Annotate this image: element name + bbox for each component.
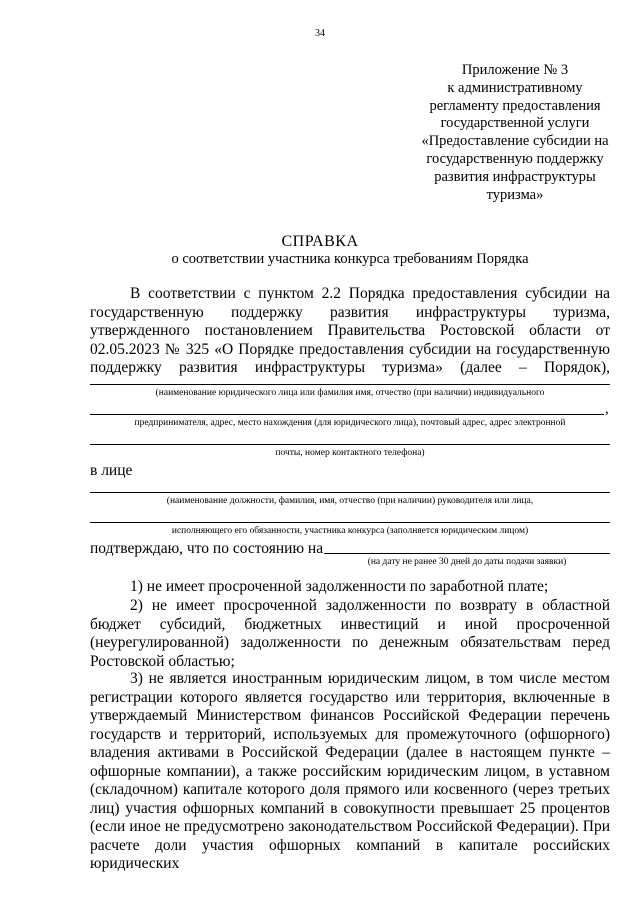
confirm-label: подтверждаю, что по состоянию на (90, 540, 324, 557)
caption-applicant-address: предпринимателя, адрес, место нахождения (для юридического лица), почтовый адрес, адрес электронной (134, 418, 566, 428)
intro-paragraph: В соответствии с пунктом 2.2 Порядка предоставления субсидии на государственную поддержку развития инфраструктуры туризма, утвержденного постановлением Правительства Ростовской области от 02.05.2023 № 325 «О Порядке предоставления субсидии на государственную поддержку развития инфраструктуры туризма» (далее – Порядок), (90, 285, 610, 376)
list-item: 3) не является иностранным юридическим лицом, в том числе местом регистрации которого является государство или территория, включенные в утверждаемый Министерством финансов Российской Федерации перечень государств и территорий, используемых для промежуточного (офшорного) владения активами в Российской Федерации (далее в настоящем пункте – офшорные компании), а также российским юридическим лицом, в уставном (складочном) капитале которого доля прямого или косвенного (через третьих лиц) участия офшорных компаний в совокупности превышает 25 процентов (если иное не предусмотрено законодательством Российской Федерации). При расчете доли участия офшорных компаний в капитале российских юридических (90, 670, 610, 872)
appendix-line: государственной услуги (440, 115, 590, 132)
appendix-line: регламенту предоставления (429, 97, 601, 114)
comma: , (605, 401, 609, 417)
document-subtitle: о соответствии участника конкурса требованиям Порядка (171, 251, 529, 267)
fill-line-date[interactable] (324, 553, 610, 554)
fill-line-applicant-name[interactable] (90, 384, 610, 385)
appendix-line: государственную поддержку (426, 150, 604, 167)
appendix-line: развития инфраструктуры (434, 168, 596, 185)
caption-representative: (наименование должности, фамилия, имя, отчество (при наличии) руководителя или лица, (166, 496, 534, 506)
caption-applicant-contacts: почты, номер контактного телефона) (275, 448, 425, 458)
appendix-line: туризма» (486, 186, 544, 203)
fill-line-applicant-address[interactable] (90, 414, 604, 415)
page-number: 34 (315, 28, 325, 39)
list-item: 1) не имеет просроченной задолженности по заработной плате; (130, 578, 549, 595)
caption-date: (на дату не ранее 30 дней до даты подачи заявки) (367, 557, 567, 567)
caption-applicant-name: (наименование юридического лица или фамилия имя, отчество (при наличии) индивидуального (155, 388, 545, 398)
list-item: 2) не имеет просроченной задолженности по возврату в областной бюджет субсидий, бюджетных инвестиций и иной просроченной (неурегулированной) задолженности по денежным обязательствам перед Ростовской областью; (90, 597, 610, 670)
appendix-header (400, 62, 630, 204)
in-person-label: в лице (90, 462, 133, 479)
fill-line-representative[interactable] (90, 492, 610, 493)
fill-line-representative-role[interactable] (90, 522, 610, 523)
appendix-line: «Предоставление субсидии на (421, 133, 609, 150)
document-title: СПРАВКА (281, 233, 359, 250)
fill-line-applicant-contacts[interactable] (90, 444, 610, 445)
appendix-line: к административному (447, 79, 583, 96)
caption-representative-role: исполняющего его обязанности, участника конкурса (заполняется юридическим лицом) (171, 526, 529, 536)
appendix-line: Приложение № 3 (461, 62, 569, 78)
